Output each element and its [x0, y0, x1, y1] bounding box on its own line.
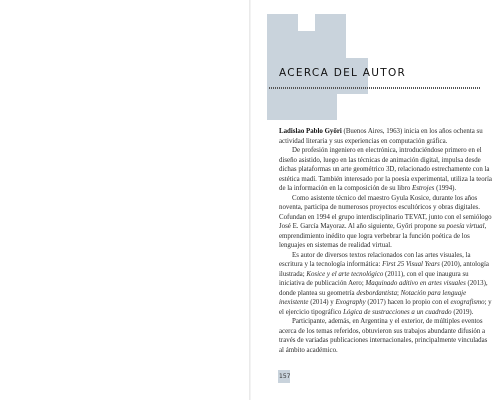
author-name: Ladislao Pablo Győri: [279, 128, 342, 135]
book-title: Exography: [335, 299, 366, 306]
section-title: ACERCA DEL AUTOR: [279, 67, 407, 79]
term-emphasis: poesía virtual: [446, 223, 485, 230]
right-page: [251, 0, 500, 400]
term-emphasis: desbordantista: [356, 289, 398, 297]
term-emphasis: exografismo: [450, 299, 485, 306]
dashed-rule: [269, 87, 480, 89]
page-number: 157: [279, 373, 291, 380]
book-title: Kosice y el arte tecnológico: [306, 270, 384, 278]
book-title: Estrojes: [412, 185, 435, 192]
decorative-block: [267, 31, 346, 58]
book-title: Notación para lenguaje inexistente: [279, 289, 467, 306]
decorative-block: [267, 94, 337, 120]
decorative-block: [315, 14, 346, 31]
author-bio: [279, 127, 493, 355]
book-title: Maquinado aditivo en artes visuales: [365, 280, 466, 287]
book-title: First 25 Visual Years: [382, 261, 440, 268]
bio-paragraph: De profesión ingeniero en electrónica, introduciéndose primero en el diseño asistido, luego en las técnicas de animación digital, impulsa desde dichas plataformas un arte geométrico 3D, relacionado estrechamente con la estética madí. También interesado por la poesía experimental, utiliza la teoría de la información en la composición de su libro Estrojes (1994).: [279, 147, 492, 192]
decorative-block: [267, 14, 298, 31]
left-page-blank: [0, 0, 249, 400]
bio-paragraph: Participante, además, en Argentina y el exterior, de múltiples eventos acerca de los temas referidos, obtuvieron sus trabajos abundante difusión a través de variadas publicaciones internacionales, principalmente vinculadas al ámbito académico.: [279, 318, 488, 354]
book-title: Lógica de sustracciones a un cuadrado: [343, 308, 452, 316]
bio-paragraph: Como asistente técnico del maestro Gyula Kosice, durante los años noventa, participa de numerosos proyectos escultóricos y obras digitales. Cofundan en 1994 el grupo interdisciplinario TEVAT, junto con el semiólogo José E. García Mayoraz. Al año siguiente, Győri propone su poesía virtual, emprendimiento inédito que logra verbebrar la función poética de los lenguajes en sistemas de realidad virtual.: [279, 194, 492, 249]
bio-paragraph: Ladislao Pablo Győri (Buenos Aires, 1963) inicia en los años ochenta su actividad literaria y sus experiencias en computación gráfica.: [279, 128, 483, 145]
bio-paragraph: Es autor de diversos textos relacionados con las artes visuales, la escritura y la tecnología informática: First 25 Visual Years (2010), antología ilustrada; Kosice y el arte tecnológico (2011), con el que inaugura su iniciativa de publicación Aero; Maquinado aditivo en artes visuales (2013), donde plantea su geometría desbordantista; Notación para lenguaje inexistente (2014) y Exography (2017) hacen lo propio con el exografismo; y el ejercicio tipográfico Lógica de sustracciones a un cuadrado (2019).: [279, 251, 492, 316]
